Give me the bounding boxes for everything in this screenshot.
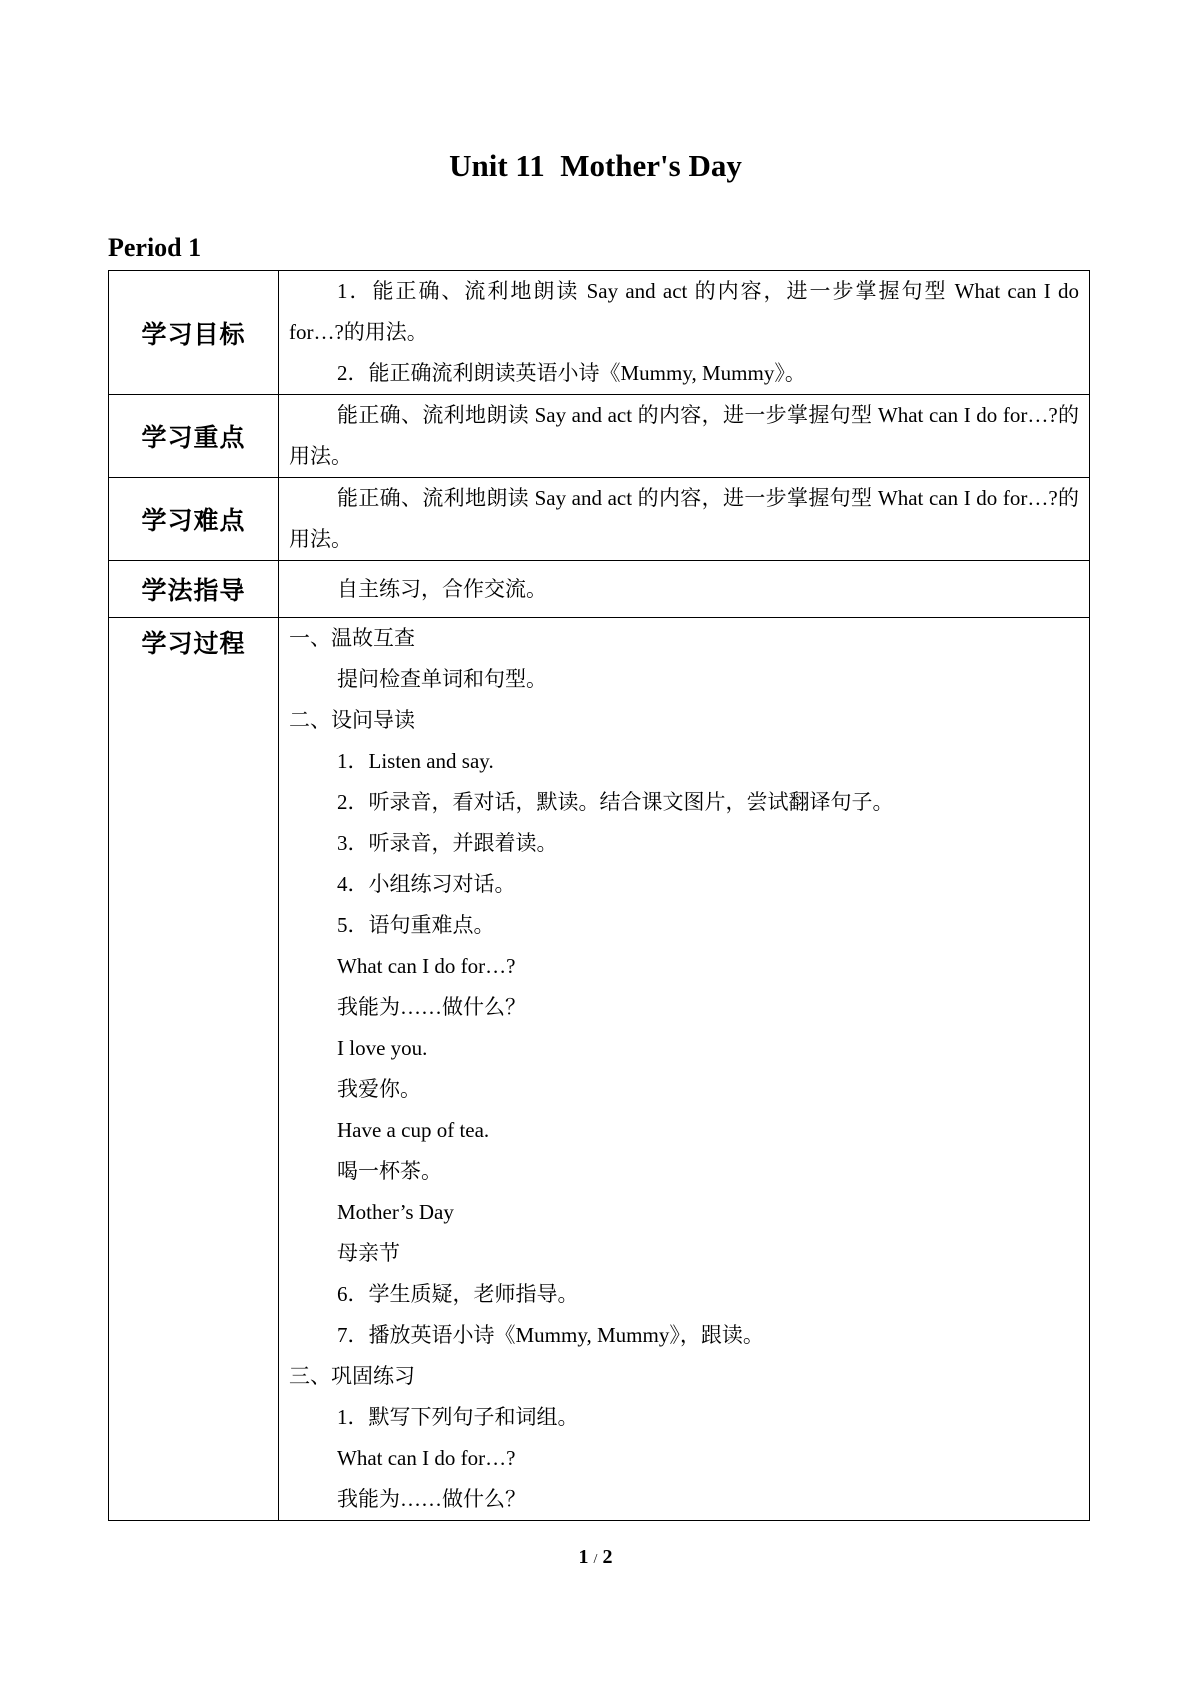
table-row-process [109,618,1090,1521]
row-label-method: 学法指导 [109,561,279,618]
process-sentence-zh: 喝一杯茶。 [337,1159,442,1183]
process-sentence-en: What can I do for…? [337,1446,516,1470]
process-step-5: 5．语句重难点。 [337,913,495,937]
lesson-plan-table [108,270,1090,1521]
process-step-6: 6．学生质疑，老师指导。 [337,1282,579,1306]
table-row-method [109,561,1090,618]
process-step-1: 1．Listen and say. [337,749,494,773]
row-label-objectives: 学习目标 [109,271,279,395]
process-line: 提问检查单词和句型。 [337,667,547,691]
row-content-key-points [279,395,1090,478]
row-content-process [279,618,1090,1521]
method-text: 自主练习，合作交流。 [337,576,547,601]
process-step-4: 4．小组练习对话。 [337,872,516,896]
process-section-3-heading: 三、巩固练习 [289,1364,415,1388]
process-step-3: 3．听录音，并跟着读。 [337,831,558,855]
row-label-difficulties: 学习难点 [109,478,279,561]
process-exercise-1: 1．默写下列句子和词组。 [337,1405,579,1429]
page-number-separator: / [593,1552,598,1567]
key-points-text: 能正确、流利地朗读 Say and act 的内容，进一步掌握句型 What can I do for…?的用法。 [289,403,1079,468]
period-heading: Period 1 [108,233,202,262]
process-sentence-en: I love you. [337,1036,428,1060]
process-sentence-zh: 母亲节 [337,1241,400,1265]
objective-item-2: 2．能正确流利朗读英语小诗《Mummy, Mummy》。 [337,361,806,385]
process-sentence-en: Mother’s Day [337,1200,454,1224]
page-number-total: 2 [602,1546,613,1568]
difficulties-text: 能正确、流利地朗读 Say and act 的内容，进一步掌握句型 What can I do for…?的用法。 [289,486,1079,551]
row-label-process: 学习过程 [109,618,279,1521]
row-label-key-points: 学习重点 [109,395,279,478]
process-section-2-heading: 二、设问导读 [289,708,415,732]
process-sentence-zh: 我爱你。 [337,1077,421,1101]
table-row-difficulties [109,478,1090,561]
row-content-difficulties [279,478,1090,561]
process-section-1-heading: 一、温故互查 [289,626,415,650]
row-content-objectives [279,271,1090,395]
table-row-key-points [109,395,1090,478]
page-number [0,1546,1191,1569]
page-number-current: 1 [578,1546,589,1568]
document-title: Unit 11 Mother's Day [449,148,742,183]
process-sentence-en: Have a cup of tea. [337,1118,490,1142]
objective-item-1: 1．能正确、流利地朗读 Say and act 的内容，进一步掌握句型 What can I do for…?的用法。 [289,279,1079,344]
process-sentence-zh: 我能为……做什么？ [337,995,526,1019]
process-step-7: 7．播放英语小诗《Mummy, Mummy》，跟读。 [337,1323,764,1347]
table-row-objectives [109,271,1090,395]
row-content-method [279,561,1090,618]
process-sentence-zh: 我能为……做什么？ [337,1487,526,1511]
process-sentence-en: What can I do for…? [337,954,516,978]
process-step-2: 2．听录音，看对话，默读。结合课文图片，尝试翻译句子。 [337,790,894,814]
